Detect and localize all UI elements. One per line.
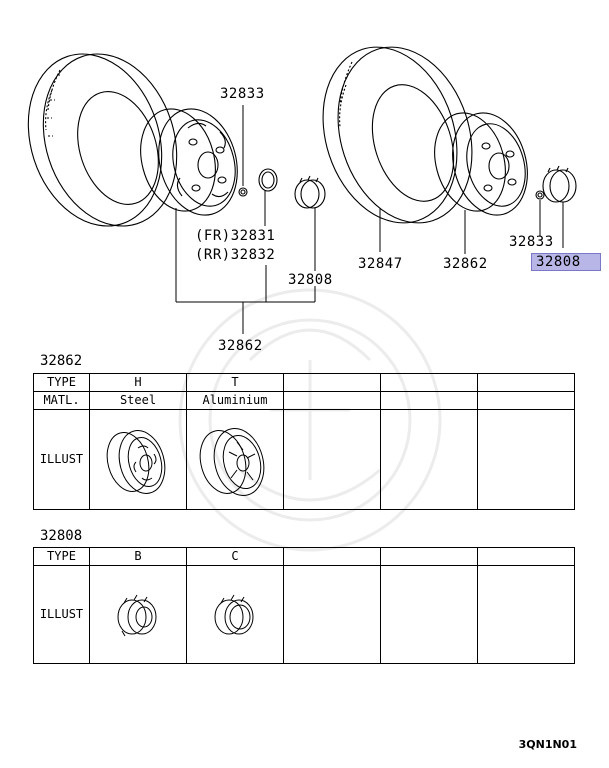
wheel-table-title: 32862 — [40, 353, 83, 369]
empty-cell — [284, 548, 381, 566]
callout-left-wheel: 32862 — [218, 338, 263, 354]
callout-left-hubcap: 32808 — [288, 272, 333, 288]
wheel-illust-aluminium — [187, 410, 284, 510]
empty-cell — [284, 566, 381, 664]
right-wheel-assembly — [424, 104, 538, 223]
callout-right-tire: 32847 — [358, 256, 403, 272]
row-label-matl: MATL. — [34, 392, 90, 410]
row-label-type: TYPE — [34, 374, 90, 392]
steel-wheel-image — [98, 420, 178, 500]
wheel-illust-steel — [90, 410, 187, 510]
cap-type-c: C — [187, 548, 284, 566]
callout-right-nut: 32833 — [509, 234, 554, 250]
left-center-cap — [259, 169, 277, 191]
right-nut — [536, 191, 544, 199]
diagram-code: 3QN1N01 — [518, 738, 577, 751]
row-label-illust: ILLUST — [34, 566, 90, 664]
row-label-type: TYPE — [34, 548, 90, 566]
empty-cell — [284, 410, 381, 510]
cap-type-row — [34, 548, 575, 566]
empty-cell — [381, 374, 478, 392]
callout-right-wheel: 32862 — [443, 256, 488, 272]
callout-right-hubcap-highlighted[interactable]: 32808 — [531, 253, 601, 271]
cap-illust-c — [187, 566, 284, 664]
empty-cell — [381, 548, 478, 566]
empty-cell — [478, 392, 575, 410]
cap-illust-b — [90, 566, 187, 664]
cap-type-b: B — [90, 548, 187, 566]
wheel-illust-row — [34, 410, 575, 510]
empty-cell — [478, 374, 575, 392]
cap-illust-row — [34, 566, 575, 664]
empty-cell — [284, 374, 381, 392]
wheel-matl-row — [34, 392, 575, 410]
cap-b-image — [108, 585, 168, 645]
right-hubcap — [543, 166, 576, 202]
wheel-type-h: H — [90, 374, 187, 392]
empty-cell — [478, 548, 575, 566]
cap-variants-table — [33, 547, 575, 664]
cap-c-image — [205, 585, 265, 645]
empty-cell — [284, 392, 381, 410]
row-label-illust: ILLUST — [34, 410, 90, 510]
empty-cell — [381, 410, 478, 510]
left-tire — [7, 37, 198, 244]
left-leader-lines — [176, 105, 315, 334]
empty-cell — [381, 566, 478, 664]
aluminium-wheel-image — [193, 418, 277, 502]
callout-left-cap-fr: (FR)32831 — [195, 228, 276, 244]
cap-table-title: 32808 — [40, 528, 83, 544]
empty-cell — [478, 410, 575, 510]
empty-cell — [381, 392, 478, 410]
wheel-type-t: T — [187, 374, 284, 392]
wheel-matl-steel: Steel — [90, 392, 187, 410]
empty-cell — [478, 566, 575, 664]
left-nut — [239, 188, 247, 196]
callout-left-nut: 32833 — [220, 86, 265, 102]
wheel-matl-aluminium: Aluminium — [187, 392, 284, 410]
left-hubcap — [295, 176, 325, 208]
callout-left-cap-rr: (RR)32832 — [195, 247, 276, 263]
wheel-variants-table — [33, 373, 575, 510]
wheel-type-row — [34, 374, 575, 392]
